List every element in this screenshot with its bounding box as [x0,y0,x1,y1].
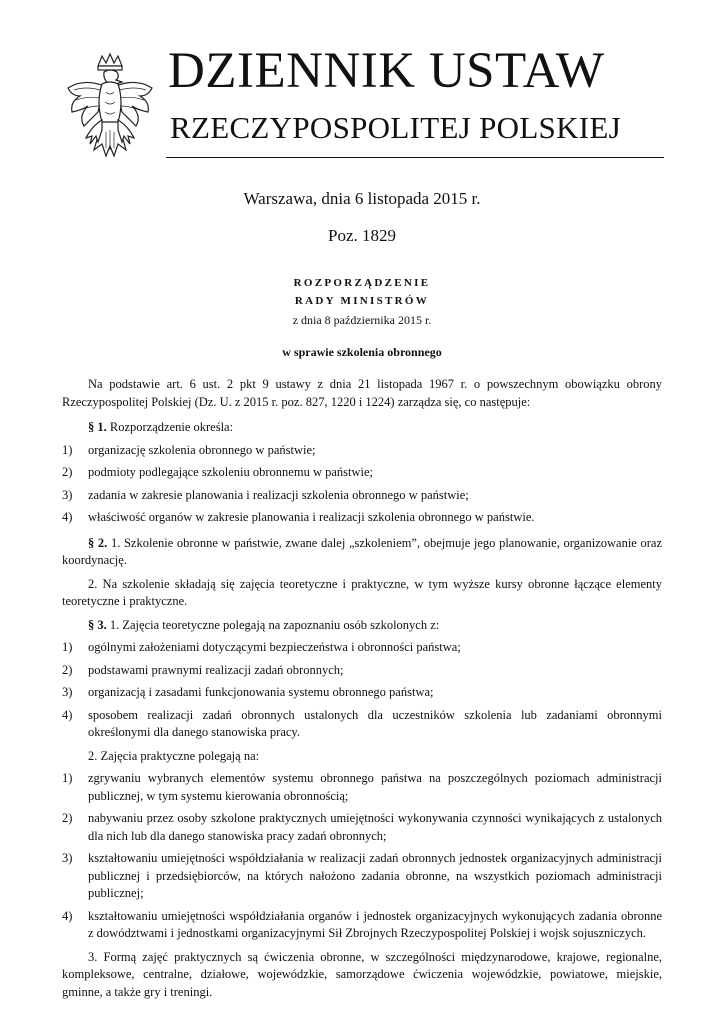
list-item-number: 2) [62,465,73,479]
section-3-unit-2: 2. Zajęcia praktyczne polegają na: [88,748,260,763]
list-item-text: kształtowaniu umiejętności współdziałania organów i jednostek organizacyjnych wykonujących zadania obronne z dowództwami i jednostkami organizacyjnymi Sił Zbrojnych Rzeczypospolitej Polskiej i wojsk sojuszniczych. [88,908,662,940]
list-item-number: 1) [62,640,73,654]
list-item [62,707,662,742]
list-item-number: 2) [62,662,73,677]
section-1-mark: § 1. [88,420,107,434]
list-item [62,442,662,460]
journal-title: DZIENNIK USTAW [168,43,605,99]
section-2-unit-2: 2. Na szkolenie składają się zajęcia teoretyczne i praktyczne, w tym wyższe kursy obronne łączące elementy teoretyczne i praktyczne. [62,576,662,608]
section-2-unit-1-text: 1. Szkolenie obronne w państwie, zwane dalej „szkoleniem”, obejmuje jego planowanie, organizowanie oraz koordynację. [62,535,663,567]
act-issuer: RADY MINISTRÓW [294,295,430,307]
section-1-intro [62,419,662,437]
section-1-intro-text: Rozporządzenie określa: [109,420,234,434]
list-item [62,509,662,527]
section-3-unit-3: 3. Formą zajęć praktycznych są ćwiczenia obronne, w szczególności międzynarodowe, krajowe, regionalne, kompleksowe, centralne, działowe, wojewódzkie, samorządowe ćwiczenia wojewódzkie, powiatowe, miejskie, gminne, a także gry i treningi. [62,949,662,999]
section-3-mark: § 3. [88,617,107,632]
list-item-text: podmioty podlegające szkoleniu obronnemu w państwie; [88,465,374,479]
list-item-text: podstawami prawnymi realizacji zadań obronnych; [88,662,344,677]
list-item-number: 3) [62,851,73,865]
list-item [62,464,662,482]
list-item-text: zgrywaniu wybranych elementów systemu obronnego państwa na poszczególnych poziomach administracji publicznej, w tym systemu kierowania obronnością; [88,771,662,803]
list-item-text: właściwość organów w zakresie planowania i realizacji szkolenia obronnego w państwie. [88,510,535,524]
publication-date: Warszawa, dnia 6 listopada 2015 r. [243,189,481,208]
list-item-text: sposobem realizacji zadań obronnych ustalonych dla uczestników szkolenia lub zadaniami obronnymi określonymi dla danego stanowiska pracy. [88,707,662,739]
list-item-number: 1) [62,771,73,785]
list-item-number: 1) [62,442,73,457]
list-item-text: organizacją i zasadami funkcjonowania systemu obronnego państwa; [88,685,434,699]
list-item-number: 3) [62,685,73,699]
list-item-number: 3) [62,487,73,502]
list-item-number: 4) [62,510,73,524]
list-item-number: 2) [62,811,73,825]
preamble: Na podstawie art. 6 ust. 2 pkt 9 ustawy z dnia 21 listopada 1967 r. o powszechnym obowiązku obrony Rzeczypospolitej Polskiej (Dz. U. z 2015 r. poz. 827, 1220 i 1224) zarządza się, co następuje: [62,377,662,409]
act-subject: w sprawie szkolenia obronnego [282,345,442,359]
list-item [62,639,662,657]
act-type: ROZPORZĄDZENIE [293,277,431,289]
list-item-text: ogólnymi założeniami dotyczącymi bezpieczeństwa i obronności państwa; [88,640,461,654]
act-date: z dnia 8 października 2015 r. [292,313,432,327]
list-item-text: organizację szkolenia obronnego w państwie; [88,442,316,457]
list-item [62,684,662,702]
section-3-unit-1-text: 1. Zajęcia teoretyczne polegają na zapoznaniu osób szkolonych z: [109,617,440,632]
section-2-unit-1 [62,535,662,570]
list-item-text: kształtowaniu umiejętności współdziałania w realizacji zadań obronnych jednostek organizacyjnych administracji publicznej i przedsiębiorców, na których nałożono zadania obronne, na wszystkich poziomach administracji publicznej; [88,851,662,900]
polish-eagle-emblem-icon [62,52,158,170]
list-item [62,487,662,505]
masthead-divider [166,157,664,158]
list-item-number: 4) [62,707,73,722]
list-item-text: nabywaniu przez osoby szkolone praktycznych umiejętności wykonywania czynności wynikających z ustalonych dla nich lub dla danego stanowiska pracy zadań obronnych; [88,811,662,843]
list-item [62,850,662,903]
position-number: Poz. 1829 [328,226,396,245]
section-2-mark: § 2. [88,535,108,550]
journal-subtitle: RZECZYPOSPOLITEJ POLSKIEJ [170,110,622,145]
list-item [62,662,662,680]
list-item-number: 4) [62,908,73,923]
list-item-text: zadania w zakresie planowania i realizacji szkolenia obronnego w państwie; [88,487,469,502]
list-item [62,908,662,943]
list-item [62,770,662,805]
document-body [62,376,662,1001]
list-item [62,810,662,845]
section-3-unit-1 [62,617,662,635]
